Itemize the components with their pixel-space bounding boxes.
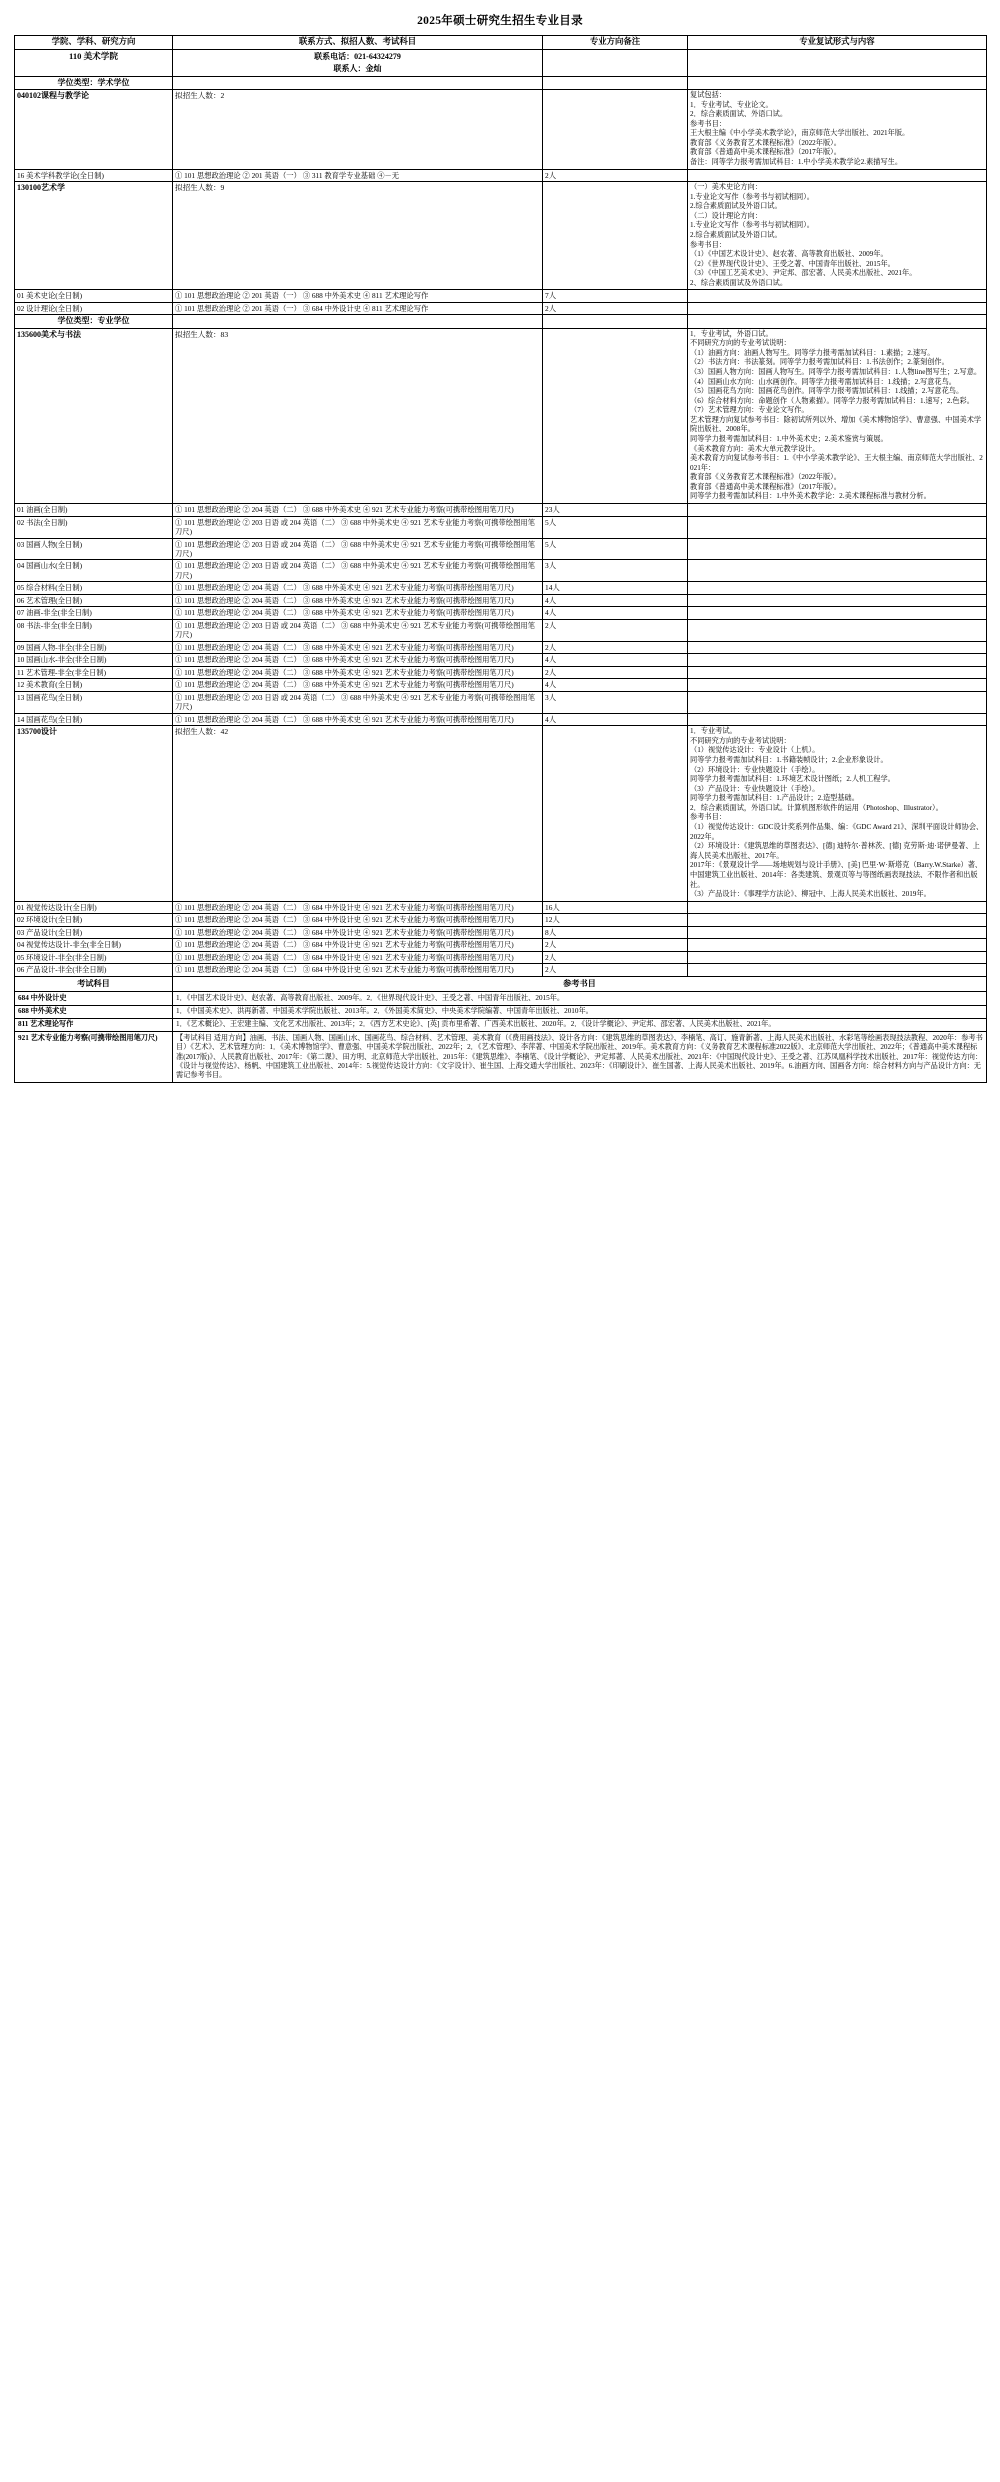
program-code-name: 135600美术与书法	[15, 328, 173, 503]
direction-row	[15, 939, 987, 951]
direction-retest	[688, 926, 987, 938]
direction-row	[15, 964, 987, 976]
direction-retest	[688, 594, 987, 606]
page-title: 2025年硕士研究生招生专业目录	[417, 15, 583, 27]
direction-subjects: ① 101 思想政治理论 ② 204 英语（二） ③ 688 中外美术史 ④ 921 艺术专业能力考察(可携带绘图用笔刀尺)	[173, 594, 543, 606]
reference-subject-code: 921 艺术专业能力考察(可携带绘图用笔刀尺)	[15, 1032, 173, 1083]
program-plan: 拟招生人数：42	[173, 726, 543, 901]
reference-book-list: 1．《中国艺术设计史》、赵农著、高等教育出版社、2009年。2．《世界现代设计史》、王受之著、中国青年出版社、2015年。	[173, 992, 987, 1005]
direction-name: 07 油画-非全(非全日制)	[15, 607, 173, 619]
direction-remark: 5人	[543, 538, 688, 560]
direction-subjects: ① 101 思想政治理论 ② 204 英语（二） ③ 688 中外美术史 ④ 921 艺术专业能力考察(可携带绘图用笔刀尺)	[173, 679, 543, 691]
direction-row	[15, 901, 987, 913]
direction-subjects: ① 101 思想政治理论 ② 204 英语（二） ③ 688 中外美术史 ④ 921 艺术专业能力考察(可携带绘图用笔刀尺)	[173, 654, 543, 666]
direction-remark: 8人	[543, 926, 688, 938]
degree-type-academic: 学位类型：学术学位	[15, 76, 173, 89]
reference-book-list: 【考试科目 适用方向】油画、书法、国画人物、国画山水、国画花鸟、综合材料、艺术管理、美术教育（《费用画技法》、设计各方向：《建筑思维的草图表达》、李楠笔、高订、施青新著、上海人民美术出版社、水彩笔等绘画表现技法教程、2020年：参考书目）《艺术》、艺术管理方向：1．《美术博物馆学》、曹意强、中国美术学院出版社、2022年；2．《艺术管理》、李萍著、中国美术学院出版社、2019年。美术教育方向：《义务教育艺术课程标准2022版》、北京师范大学出版社、2022年；《普通高中美术课程标准(2017版)》、人民教育出版社、2017年：《第二课》、田方明、北京师范大学出版社、2015年：《建筑思维》、李楠笔、《设计学概论》、尹定邦著、人民美术出版社、2021年：《中国现代设计史》、王受之著、江苏凤凰科学技术出版社、2017年：视觉传达方向：《设计与视觉传达》、杨帆、中国建筑工业出版社、2014年：5.视觉传达设计方向：《文字设计》、崔生国、上海交通大学出版社、2023年：《印刷设计》、崔生国著、上海人民美术出版社、2019年。6.油画方向、国画各方向：综合材料方向与产品设计方向：无需记参考书目。	[173, 1032, 987, 1083]
direction-row	[15, 679, 987, 691]
direction-name: 05 综合材料(全日制)	[15, 582, 173, 594]
reference-header-row	[15, 976, 987, 992]
direction-row	[15, 594, 987, 606]
reference-row	[15, 1032, 987, 1083]
direction-retest	[688, 607, 987, 619]
direction-row	[15, 290, 987, 302]
document-page	[0, 0, 1000, 1093]
direction-subjects: ① 101 思想政治理论 ② 204 英语（二） ③ 684 中外设计史 ④ 921 艺术专业能力考察(可携带绘图用笔刀尺)	[173, 914, 543, 926]
direction-name: 04 视觉传达设计-非全(非全日制)	[15, 939, 173, 951]
direction-name: 01 油画(全日制)	[15, 504, 173, 516]
direction-subjects: ① 101 思想政治理论 ② 203 日语 或 204 英语（二） ③ 688 中外美术史 ④ 921 艺术专业能力考察(可携带绘图用笔刀尺)	[173, 619, 543, 641]
degree-type-row-academic	[15, 76, 987, 89]
direction-remark: 2人	[543, 964, 688, 976]
college-name: 110 美术学院	[15, 49, 173, 76]
direction-name: 10 国画山水-非全(非全日制)	[15, 654, 173, 666]
program-remark	[543, 726, 688, 901]
header-reference-books: 参考书目	[173, 976, 987, 992]
direction-name: 01 视觉传达设计(全日制)	[15, 901, 173, 913]
direction-row	[15, 654, 987, 666]
direction-retest	[688, 169, 987, 181]
direction-row	[15, 619, 987, 641]
direction-remark: 2人	[543, 302, 688, 314]
direction-row	[15, 914, 987, 926]
direction-subjects: ① 101 思想政治理论 ② 203 日语 或 204 英语（二） ③ 688 中外美术史 ④ 921 艺术专业能力考察(可携带绘图用笔刀尺)	[173, 691, 543, 713]
reference-row	[15, 992, 987, 1005]
direction-row	[15, 691, 987, 713]
direction-subjects: ① 101 思想政治理论 ② 204 英语（二） ③ 688 中外美术史 ④ 921 艺术专业能力考察(可携带绘图用笔刀尺)	[173, 666, 543, 678]
direction-subjects: ① 101 思想政治理论 ② 204 英语（二） ③ 688 中外美术史 ④ 921 艺术专业能力考察(可携带绘图用笔刀尺)	[173, 504, 543, 516]
table-header-row	[15, 36, 987, 50]
program-retest: 1．专业考试。 不同研究方向的专业考试说明： （1）视觉传达设计：专业设计（上机）。 同等学力报考需加试科目：1.书籍装帧设计；2.企业形象设计。 （2）环境设计：专业快题设计（手绘）。 同等学力报考需加试科目：1.环境艺术设计图纸；2.人机工程学。 （3）产品设计：专业快题设计（手绘）。 同等学力报考需加试科目：1.产品设计；2.造型基础。 2．综合素质面试，外语口试。计算机图形软件的运用（Photoshop、Illustrator）。 参考书目： （1）视觉传达设计：GDC设计奖系列作品集、编：《GDC Award 21》、深圳平面设计师协会、2022年。 （2）环境设计：《建筑思维的草图表达》、[德] 迪特尔·普林茨、[德] 克劳斯·迪·诺伊曼著、上海人民美术出版社、2017年。 2017年：《景观设计学——场地规划与设计手册》、[美] 巴里·W·斯塔克（Barry.W.Starke）著、中国建筑工业出版社、2014年：各类建筑、景观页等与等图纸画表现技法、不限作者和出版社。 （3）产品设计：《事理学方法论》、柳冠中、上海人民美术出版社、2019年。	[688, 726, 987, 901]
header-col-retest: 专业复试形式与内容	[688, 36, 987, 50]
direction-row	[15, 538, 987, 560]
reference-subject-code: 688 中外美术史	[15, 1005, 173, 1018]
direction-retest	[688, 939, 987, 951]
program-retest: （一）美术史论方向： 1.专业论文写作（参考书与初试相同）。 2.综合素质面试及外语口试。 （二）设计理论方向： 1.专业论文写作（参考书与初试相同）。 2.综合素质面试及外语口试。 参考书目： （1）《中国艺术设计史》、赵农著、高等教育出版社、2009年。 （2）《世界现代设计史》、王受之著、中国青年出版社、2015年。 （3）《中国工艺美术史》、尹定邦、邵宏著、人民美术出版社、2021年。 2、综合素质面试及外语口试。	[688, 182, 987, 290]
direction-retest	[688, 654, 987, 666]
direction-retest	[688, 691, 987, 713]
reference-book-list: 1．《艺术概论》、王宏建主编、文化艺术出版社、2013年；2．《西方艺术史论》、[英] 贡布里希著、广西美术出版社、2020年。2．《设计学概论》、尹定邦、邵宏著、人民美术出版社、2021年。	[173, 1018, 987, 1031]
program-retest: 复试包括： 1．专业考试、专业论文。 2．综合素质面试、外语口试。 参考书目： 王大根主编《中小学美术教学论》，南京师范大学出版社、2021年版。 教育部《义务教育艺术课程标准》（2022年版）。 教育部《普通高中美术课程标准》（2017年版）。 备注：同等学力报考需加试科目：1.中小学美术教学论2.素描写生。	[688, 89, 987, 169]
direction-row	[15, 607, 987, 619]
direction-row	[15, 504, 987, 516]
direction-row	[15, 926, 987, 938]
degree-spacer-2	[173, 315, 543, 328]
direction-subjects: ① 101 思想政治理论 ② 203 日语 或 204 英语（二） ③ 688 中外美术史 ④ 921 艺术专业能力考察(可携带绘图用笔刀尺)	[173, 538, 543, 560]
degree-spacer-4	[688, 315, 987, 328]
program-row	[15, 328, 987, 503]
direction-name: 02 书法(全日制)	[15, 516, 173, 538]
header-col-program: 学院、学科、研究方向	[15, 36, 173, 50]
direction-subjects: ① 101 思想政治理论 ② 204 英语（二） ③ 684 中外设计史 ④ 921 艺术专业能力考察(可携带绘图用笔刀尺)	[173, 901, 543, 913]
direction-remark: 7人	[543, 290, 688, 302]
contact-info: 联系电话：021-64324279 联系人：金灿	[173, 49, 543, 76]
degree-spacer-3	[543, 76, 688, 89]
program-code-name: 135700设计	[15, 726, 173, 901]
direction-name: 13 国画花鸟(全日制)	[15, 691, 173, 713]
degree-type-row-professional	[15, 315, 987, 328]
direction-subjects: ① 101 思想政治理论 ② 204 英语（二） ③ 688 中外美术史 ④ 921 艺术专业能力考察(可携带绘图用笔刀尺)	[173, 607, 543, 619]
degree-type-professional: 学位类型：专业学位	[15, 315, 173, 328]
reference-book-list: 1．《中国美术史》、洪再新著、中国美术学院出版社、2013年。2．《外国美术简史》、中央美术学院编著、中国青年出版社、2010年。	[173, 1005, 987, 1018]
program-row	[15, 89, 987, 169]
direction-remark: 3人	[543, 560, 688, 582]
direction-subjects: ① 101 思想政治理论 ② 204 英语（二） ③ 684 中外设计史 ④ 921 艺术专业能力考察(可携带绘图用笔刀尺)	[173, 964, 543, 976]
direction-retest	[688, 679, 987, 691]
direction-subjects: ① 101 思想政治理论 ② 204 英语（二） ③ 684 中外设计史 ④ 921 艺术专业能力考察(可携带绘图用笔刀尺)	[173, 951, 543, 963]
direction-remark: 4人	[543, 713, 688, 725]
degree-spacer-4	[688, 76, 987, 89]
direction-retest	[688, 560, 987, 582]
direction-remark: 5人	[543, 516, 688, 538]
program-row	[15, 726, 987, 901]
program-plan: 拟招生人数：9	[173, 182, 543, 290]
direction-retest	[688, 538, 987, 560]
program-code-name: 040102课程与教学论	[15, 89, 173, 169]
reference-row	[15, 1018, 987, 1031]
direction-name: 03 国画人物(全日制)	[15, 538, 173, 560]
admissions-catalog-table	[14, 35, 987, 977]
program-remark	[543, 328, 688, 503]
program-remark	[543, 182, 688, 290]
direction-retest	[688, 619, 987, 641]
direction-remark: 2人	[543, 169, 688, 181]
program-plan: 拟招生人数：83	[173, 328, 543, 503]
direction-name: 02 环境设计(全日制)	[15, 914, 173, 926]
direction-row	[15, 713, 987, 725]
direction-remark: 2人	[543, 951, 688, 963]
direction-remark: 23人	[543, 504, 688, 516]
direction-row	[15, 666, 987, 678]
direction-retest	[688, 713, 987, 725]
college-retest-cell	[688, 49, 987, 76]
program-retest: 1．专业考试，外语口试。 不同研究方向的专业考试说明： （1）油画方向：油画人物写生。同等学力报考需加试科目：1.素描；2.速写。 （2）书法方向：书法篆刻。同等学力报考需加试科目：1.书法创作；2.篆刻创作。 （3）国画人物方向：国画人物写生。同等学力报考需加试科目：1.人物line图写生；2.写意。 （4）国画山水方向：山水画创作。同等学力报考需加试科目：1.线描；2.写意花鸟。 （5）国画花鸟方向：国画花鸟创作。同等学力报考需加试科目：1.线描；2.写意花鸟。 （6）综合材料方向：命题创作（人物素描）。同等学力报考需加试科目：1.速写；2.色彩。 （7）艺术管理方向：专业论文写作。 艺术管理方向复试参考书目：除初试所列以外、增加《美术博物馆学》、曹意强、中国美术学院出版社、2008年。 同等学力报考需加试科目：1.中外美术史；2.美术鉴赏与策展。 《美术教育方向：美术大单元教学设计。 美术教育方向复试参考书目：1.《中小学美术教学论》、王大根主编、南京师范大学出版社、2021年： 教育部《义务教育艺术课程标准》（2022年版）。 教育部《普通高中美术课程标准》（2017年版）。 同等学力报考需加试科目：1.中外美术教学论：2.美术课程标准与教材分析。	[688, 328, 987, 503]
reference-row	[15, 1005, 987, 1018]
header-exam-subject: 考试科目	[15, 976, 173, 992]
header-col-remark: 专业方向备注	[543, 36, 688, 50]
direction-row	[15, 641, 987, 653]
direction-name: 01 美术史论(全日制)	[15, 290, 173, 302]
direction-retest	[688, 290, 987, 302]
direction-remark: 4人	[543, 679, 688, 691]
direction-name: 06 产品设计-非全(非全日制)	[15, 964, 173, 976]
direction-retest	[688, 582, 987, 594]
direction-remark: 2人	[543, 641, 688, 653]
direction-retest	[688, 964, 987, 976]
direction-subjects: ① 101 思想政治理论 ② 203 日语 或 204 英语（二） ③ 688 中外美术史 ④ 921 艺术专业能力考察(可携带绘图用笔刀尺)	[173, 560, 543, 582]
college-remark-cell	[543, 49, 688, 76]
direction-subjects: ① 101 思想政治理论 ② 204 英语（二） ③ 688 中外美术史 ④ 921 艺术专业能力考察(可携带绘图用笔刀尺)	[173, 713, 543, 725]
direction-row	[15, 560, 987, 582]
direction-row	[15, 169, 987, 181]
direction-retest	[688, 951, 987, 963]
reference-subject-code: 811 艺术理论写作	[15, 1018, 173, 1031]
direction-name: 04 国画山水(全日制)	[15, 560, 173, 582]
direction-subjects: ① 101 思想政治理论 ② 201 英语（一） ③ 688 中外美术史 ④ 811 艺术理论写作	[173, 290, 543, 302]
direction-remark: 4人	[543, 654, 688, 666]
program-remark	[543, 89, 688, 169]
direction-name: 16 美术学科教学论(全日制)	[15, 169, 173, 181]
direction-subjects: ① 101 思想政治理论 ② 204 英语（二） ③ 684 中外设计史 ④ 921 艺术专业能力考察(可携带绘图用笔刀尺)	[173, 939, 543, 951]
direction-remark: 2人	[543, 619, 688, 641]
direction-remark: 14人	[543, 582, 688, 594]
direction-retest	[688, 516, 987, 538]
exam-reference-table	[14, 976, 987, 1084]
direction-name: 14 国画花鸟(全日制)	[15, 713, 173, 725]
direction-row	[15, 951, 987, 963]
reference-subject-code: 684 中外设计史	[15, 992, 173, 1005]
direction-name: 09 国画人物-非全(非全日制)	[15, 641, 173, 653]
direction-remark: 2人	[543, 939, 688, 951]
direction-name: 06 艺术管理(全日制)	[15, 594, 173, 606]
program-plan: 拟招生人数：2	[173, 89, 543, 169]
header-col-contact: 联系方式、拟招人数、考试科目	[173, 36, 543, 50]
direction-retest	[688, 666, 987, 678]
direction-remark: 4人	[543, 594, 688, 606]
direction-name: 08 书法-非全(非全日制)	[15, 619, 173, 641]
direction-subjects: ① 101 思想政治理论 ② 204 英语（二） ③ 684 中外设计史 ④ 921 艺术专业能力考察(可携带绘图用笔刀尺)	[173, 926, 543, 938]
degree-spacer-3	[543, 315, 688, 328]
direction-row	[15, 302, 987, 314]
direction-name: 11 艺术管理-非全(非全日制)	[15, 666, 173, 678]
direction-remark: 12人	[543, 914, 688, 926]
direction-retest	[688, 504, 987, 516]
direction-name: 03 产品设计(全日制)	[15, 926, 173, 938]
direction-subjects: ① 101 思想政治理论 ② 203 日语 或 204 英语（二） ③ 688 中外美术史 ④ 921 艺术专业能力考察(可携带绘图用笔刀尺)	[173, 516, 543, 538]
direction-subjects: ① 101 思想政治理论 ② 204 英语（二） ③ 688 中外美术史 ④ 921 艺术专业能力考察(可携带绘图用笔刀尺)	[173, 582, 543, 594]
direction-retest	[688, 914, 987, 926]
program-code-name: 130100艺术学	[15, 182, 173, 290]
college-contact-row	[15, 49, 987, 76]
degree-spacer-2	[173, 76, 543, 89]
direction-row	[15, 516, 987, 538]
direction-name: 02 设计理论(全日制)	[15, 302, 173, 314]
direction-name: 05 环境设计-非全(非全日制)	[15, 951, 173, 963]
direction-retest	[688, 641, 987, 653]
program-row	[15, 182, 987, 290]
direction-row	[15, 582, 987, 594]
direction-subjects: ① 101 思想政治理论 ② 204 英语（二） ③ 688 中外美术史 ④ 921 艺术专业能力考察(可携带绘图用笔刀尺)	[173, 641, 543, 653]
direction-remark: 16人	[543, 901, 688, 913]
direction-subjects: ① 101 思想政治理论 ② 201 英语（一） ③ 311 教育学专业基础 ④－无	[173, 169, 543, 181]
direction-subjects: ① 101 思想政治理论 ② 201 英语（一） ③ 684 中外设计史 ④ 811 艺术理论写作	[173, 302, 543, 314]
direction-retest	[688, 302, 987, 314]
direction-remark: 4人	[543, 607, 688, 619]
direction-retest	[688, 901, 987, 913]
direction-remark: 3人	[543, 691, 688, 713]
direction-remark: 2人	[543, 666, 688, 678]
direction-name: 12 美术教育(全日制)	[15, 679, 173, 691]
